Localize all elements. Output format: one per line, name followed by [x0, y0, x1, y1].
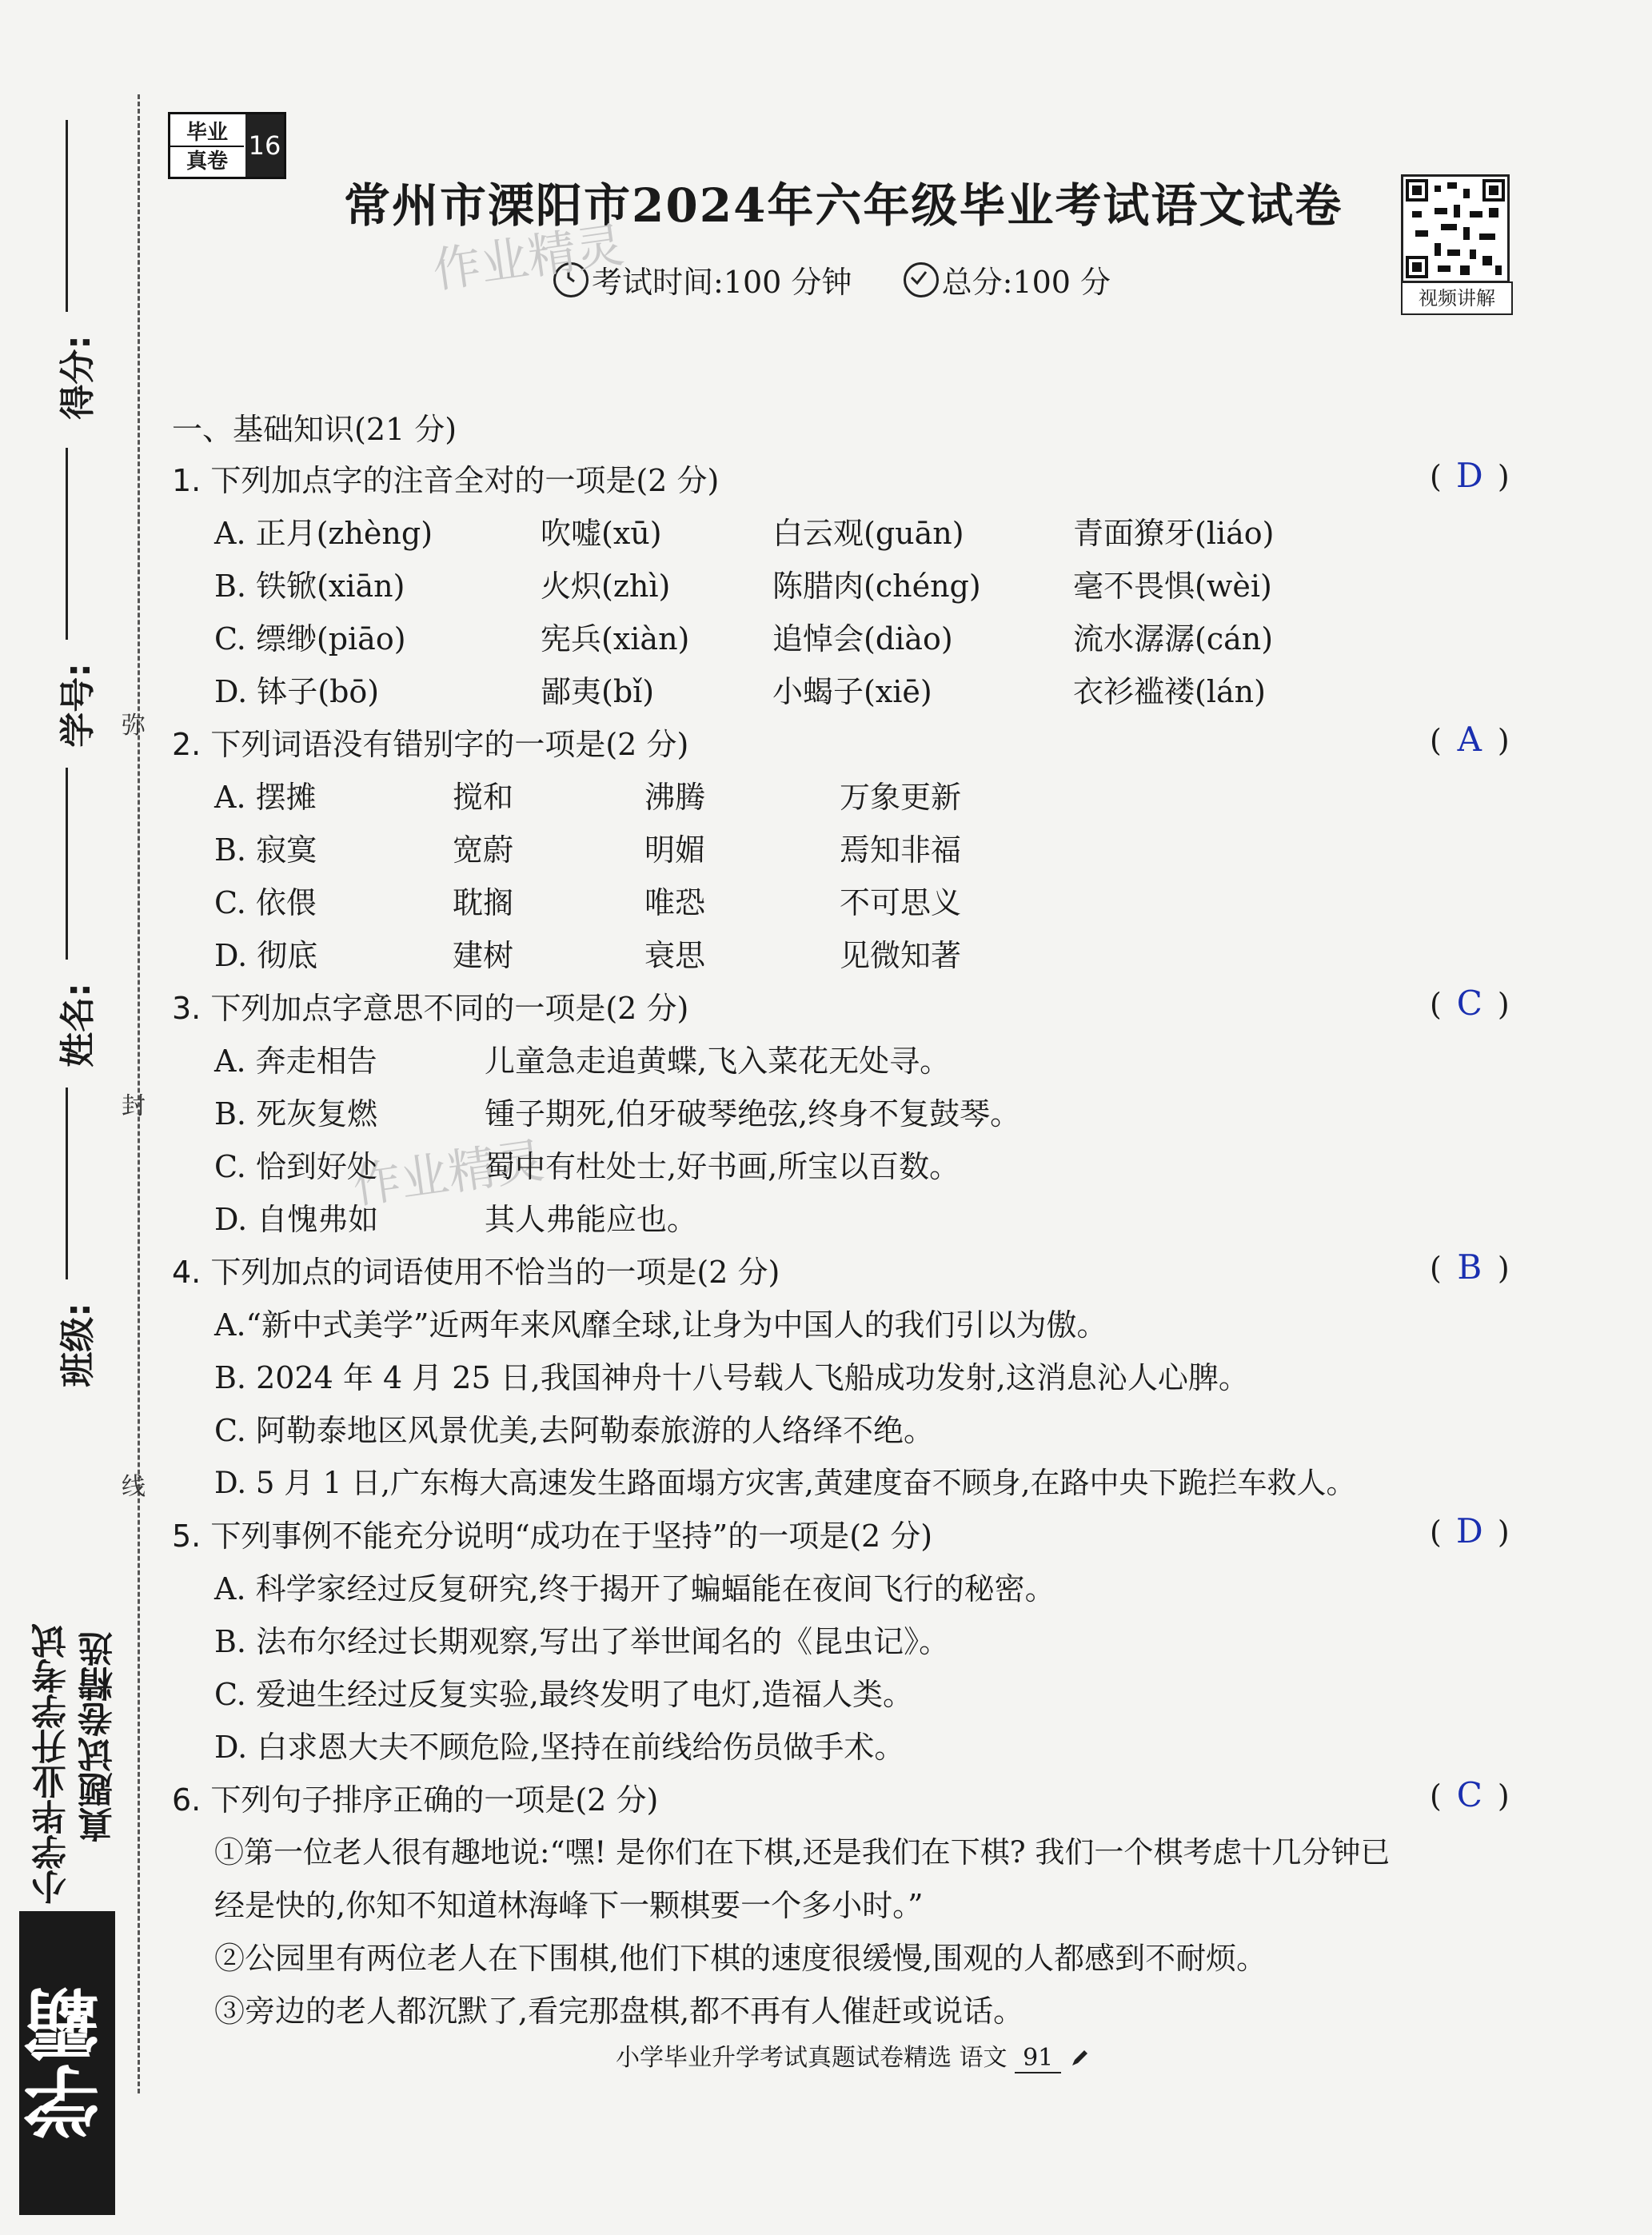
q3-option-word: C. 恰到好处 — [214, 1149, 377, 1184]
watermark-middle: 作业精灵 — [349, 1132, 548, 1215]
brand-line2: 真题试卷精选 — [78, 1631, 119, 1842]
q3-option-sentence: 蜀中有杜处士,好书画,所宝以百数。 — [485, 1149, 960, 1184]
page-footer — [616, 2037, 1090, 2073]
answer-2: ( A ) — [1430, 720, 1510, 759]
page-number: 91 — [1015, 2044, 1061, 2073]
id-blank-line — [66, 448, 68, 640]
question-4-number: 4. — [172, 1255, 202, 1290]
q1-option-cell: 火炽(zhì) — [541, 569, 671, 604]
q2-option-cell: 搅和 — [453, 780, 514, 815]
q1-option-cell: D. 钵子(bō) — [214, 674, 380, 709]
answer-3: ( C ) — [1430, 984, 1510, 1023]
qr-code[interactable] — [1401, 174, 1510, 283]
q2-option-cell: 唯恐 — [644, 885, 706, 920]
answer-1-value: D — [1455, 456, 1483, 495]
q1-option-cell: A. 正月(zhèng) — [214, 516, 433, 551]
qr-video-label[interactable]: 视频讲解 — [1401, 281, 1513, 315]
score-label: 得分: — [57, 335, 98, 420]
brand-strip — [11, 1607, 131, 2231]
answer-5: ( D ) — [1430, 1511, 1510, 1551]
seal-char-mi: 弥 — [122, 712, 146, 740]
q3-option-word: A. 奔走相告 — [214, 1044, 377, 1079]
q1-option-cell: 白云观(guān) — [772, 516, 964, 551]
class-blank-line — [66, 1088, 68, 1279]
q3-option-sentence: 儿童急走追黄蝶,飞入菜花无处寻。 — [485, 1044, 951, 1079]
q1-option-cell: 青面獠牙(liáo) — [1073, 516, 1275, 551]
q3-option-word: D. 自愧弗如 — [214, 1202, 379, 1237]
q2-option-cell: A. 摆摊 — [214, 780, 317, 815]
check-icon — [904, 262, 939, 297]
question-5-number: 5. — [172, 1519, 202, 1554]
q6-sentence: ①第一位老人很有趣地说:“嘿! 是你们在下棋,还是我们在下棋? 我们一个棋考虑十几分钟已 — [214, 1835, 1391, 1870]
question-2-text: 下列词语没有错别字的一项是(2 分) — [210, 727, 689, 762]
q5-option: A. 科学家经过反复研究,终于揭开了蝙蝠能在夜间飞行的秘密。 — [214, 1571, 1055, 1606]
q6-sentence: ③旁边的老人都沉默了,看完那盘棋,都不再有人催赶或说话。 — [214, 1994, 1024, 2029]
question-1-stem — [172, 456, 719, 500]
brand-logo: 学霸 — [19, 1911, 115, 2215]
question-6-number: 6. — [172, 1782, 202, 1818]
seal-char-feng: 封 — [122, 1092, 146, 1120]
q4-option: A.“新中式美学”近两年来风靡全球,让身为中国人的我们引以为傲。 — [214, 1307, 1107, 1343]
q2-option-cell: B. 寂寞 — [214, 832, 317, 868]
q4-option: D. 5 月 1 日,广东梅大高速发生路面塌方灾害,黄建度奋不顾身,在路中央下跪拦车救人。 — [214, 1466, 1356, 1500]
q2-option-cell: 建树 — [453, 938, 514, 973]
q1-option-cell: 流水潺潺(cán) — [1073, 621, 1274, 657]
question-6-stem — [172, 1775, 658, 1819]
section-heading: 一、基础知识(21 分) — [172, 412, 457, 447]
exam-total-score: 总分:100 分 — [941, 265, 1111, 300]
q1-option-cell: 衣衫褴褛(lán) — [1073, 674, 1266, 709]
q1-option-cell: 小蝎子(xiē) — [772, 674, 932, 709]
question-1-text: 下列加点字的注音全对的一项是(2 分) — [210, 463, 720, 498]
seal-char-xian: 线 — [122, 1473, 146, 1501]
q6-sentence: 经是快的,你知不知道林海峰下一颗棋要一个多小时。” — [214, 1888, 924, 1923]
question-1-number: 1. — [172, 463, 202, 498]
brand-line1: 小学毕业升学考试 — [32, 1623, 73, 1905]
watermark-top: 作业精灵 — [429, 217, 628, 300]
q2-option-cell: 万象更新 — [840, 780, 962, 815]
paper-badge — [168, 112, 286, 179]
q2-option-cell: 宽蔚 — [453, 832, 514, 868]
question-4-stem — [172, 1247, 780, 1291]
answer-1: ( D ) — [1430, 456, 1510, 495]
answer-3-value: C — [1456, 984, 1482, 1023]
q2-option-cell: 衰思 — [644, 938, 706, 973]
exam-meta — [553, 257, 1111, 301]
q1-option-cell: 鄙夷(bǐ) — [541, 674, 655, 709]
exam-time: 考试时间:100 分钟 — [592, 265, 852, 300]
exam-title: 常州市溧阳市2024年六年级毕业考试语文试卷 — [344, 178, 1343, 233]
q2-option-cell: D. 彻底 — [214, 938, 318, 973]
q1-option-cell: 追悼会(diào) — [772, 621, 953, 657]
name-label: 姓名: — [57, 983, 98, 1068]
q2-option-cell: 明媚 — [644, 832, 706, 868]
q3-option-sentence: 其人弗能应也。 — [485, 1202, 698, 1237]
q5-option: D. 白求恩大夫不顾危险,坚持在前线给伤员做手术。 — [214, 1730, 905, 1765]
q2-option-cell: 沸腾 — [644, 780, 706, 815]
question-3-text: 下列加点字意思不同的一项是(2 分) — [210, 991, 689, 1026]
class-label: 班级: — [57, 1303, 98, 1387]
question-3-number: 3. — [172, 991, 202, 1026]
footer-book-title: 小学毕业升学考试真题试卷精选 语文 — [616, 2044, 1008, 2072]
question-5-stem — [172, 1511, 932, 1555]
q6-sentence: ②公园里有两位老人在下围棋,他们下棋的速度很缓慢,围观的人都感到不耐烦。 — [214, 1941, 1267, 1976]
q5-option: C. 爱迪生经过反复实验,最终发明了电灯,造福人类。 — [214, 1677, 914, 1712]
question-4-text: 下列加点的词语使用不恰当的一项是(2 分) — [210, 1255, 780, 1290]
answer-4-value: B — [1457, 1247, 1482, 1287]
q4-option: C. 阿勒泰地区风景优美,去阿勒泰旅游的人络绎不绝。 — [214, 1413, 934, 1448]
answer-4: ( B ) — [1430, 1247, 1510, 1287]
score-blank-line — [66, 120, 68, 312]
id-label: 学号: — [57, 663, 98, 748]
question-2-number: 2. — [172, 727, 202, 762]
q1-option-cell: B. 铁锨(xiān) — [214, 569, 405, 604]
name-blank-line — [66, 768, 68, 960]
question-3-stem — [172, 984, 688, 1028]
question-2-stem — [172, 720, 688, 764]
question-5-text: 下列事例不能充分说明“成功在于坚持”的一项是(2 分) — [210, 1519, 933, 1554]
pen-icon — [1069, 2044, 1090, 2072]
q1-option-cell: 吹嘘(xū) — [541, 516, 662, 551]
question-6-text: 下列句子排序正确的一项是(2 分) — [210, 1782, 659, 1818]
badge-top: 毕业 — [170, 116, 244, 147]
q2-option-cell: 耽搁 — [453, 885, 514, 920]
q2-option-cell: 焉知非福 — [840, 832, 962, 868]
badge-number: 16 — [245, 114, 284, 177]
q2-option-cell: 见微知著 — [840, 938, 962, 973]
answer-6-value: C — [1456, 1775, 1482, 1814]
q5-option: B. 法布尔经过长期观察,写出了举世闻名的《昆虫记》。 — [214, 1624, 950, 1659]
q2-option-cell: 不可思义 — [840, 885, 962, 920]
answer-6: ( C ) — [1430, 1775, 1510, 1814]
q1-option-cell: 宪兵(xiàn) — [541, 621, 690, 657]
q3-option-sentence: 锺子期死,伯牙破琴绝弦,终身不复鼓琴。 — [485, 1096, 1021, 1131]
q1-option-cell: C. 缥缈(piāo) — [214, 621, 406, 657]
q1-option-cell: 陈腊肉(chéng) — [772, 569, 981, 604]
badge-bottom: 真卷 — [186, 150, 228, 174]
q1-option-cell: 毫不畏惧(wèi) — [1073, 569, 1272, 604]
answer-2-value: A — [1457, 720, 1482, 759]
q2-option-cell: C. 依偎 — [214, 885, 317, 920]
answer-5-value: D — [1455, 1511, 1483, 1551]
q3-option-word: B. 死灰复燃 — [214, 1096, 378, 1131]
q4-option: B. 2024 年 4 月 25 日,我国神舟十八号载人飞船成功发射,这消息沁人心脾。 — [214, 1360, 1249, 1395]
